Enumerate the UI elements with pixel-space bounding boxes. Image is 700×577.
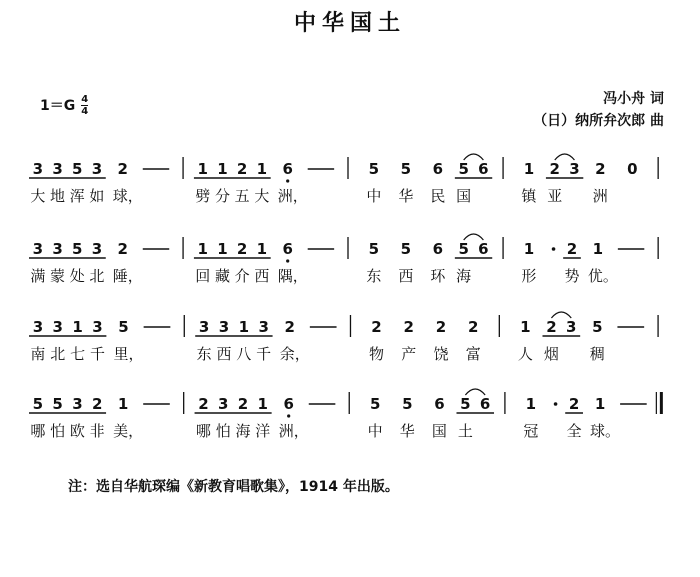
notation-line-1	[28, 155, 668, 185]
lyric-syllable: 海	[456, 267, 472, 285]
lyric-syllable: 球。	[590, 422, 621, 440]
note-2: 2	[549, 160, 560, 178]
score-system-1	[28, 155, 668, 217]
lyric-syllable: 饶	[433, 345, 449, 363]
note-5: 5	[400, 240, 412, 258]
note-3: 3	[52, 318, 63, 336]
lyric-syllable: 土	[457, 422, 473, 440]
note-2: 2	[236, 240, 248, 258]
note-3: 3	[32, 240, 44, 258]
note-6: 6	[283, 395, 294, 413]
lyric-syllable: 八	[236, 345, 252, 363]
note-3: 3	[218, 318, 230, 336]
lyric-syllable: 如	[89, 187, 105, 205]
lyric-syllable: 产	[401, 345, 417, 363]
lyric-syllable: 冠	[523, 422, 539, 440]
lyric-syllable: 南	[30, 345, 46, 363]
lyric-syllable: 环	[430, 267, 446, 285]
lyric-syllable: 洲	[592, 187, 608, 205]
note-3: 3	[217, 395, 229, 413]
lyric-syllable: 镇	[521, 187, 537, 205]
lyric-syllable: 洲，	[277, 187, 308, 205]
note-3: 3	[32, 160, 44, 178]
note-3: 3	[32, 318, 44, 336]
lyric-syllable: 国	[431, 422, 447, 440]
note-3: 3	[569, 160, 580, 178]
low-octave-dot	[286, 179, 289, 182]
note-1: 1	[197, 240, 208, 258]
note-5: 5	[368, 240, 380, 258]
lyric-syllable: 人	[517, 345, 533, 363]
time-signature	[81, 94, 88, 117]
credits	[533, 88, 664, 132]
note-2: 2	[91, 395, 103, 413]
lyric-syllable: 势	[564, 267, 580, 285]
lyric-syllable: 国	[456, 187, 472, 205]
note-3: 3	[92, 318, 103, 336]
note-5: 5	[460, 395, 471, 413]
lyric-syllable: 余，	[279, 345, 310, 363]
lyric-line-2	[28, 265, 668, 289]
note-5: 5	[52, 395, 63, 413]
lyric-syllable: 介	[234, 267, 250, 285]
lyric-syllable: 形	[521, 267, 537, 285]
lyric-syllable: 西	[398, 267, 414, 285]
lyric-syllable: 藏	[214, 267, 230, 285]
note-3: 3	[258, 318, 269, 336]
lyric-syllable: 非	[89, 422, 105, 440]
lyricist-credit: 冯小舟 词	[603, 91, 664, 107]
lyric-syllable: 五	[234, 187, 250, 205]
note-3: 3	[52, 160, 63, 178]
note-2: 2	[117, 240, 128, 258]
lyric-syllable: 物	[369, 345, 385, 363]
lyric-syllable: 烟	[543, 345, 559, 363]
note-6: 6	[479, 395, 491, 413]
note-3: 3	[72, 395, 83, 413]
lyric-line-1	[28, 185, 668, 209]
lyric-syllable: 蒙	[50, 267, 66, 285]
note-5: 5	[592, 318, 603, 336]
note-1: 1	[592, 240, 604, 258]
lyric-syllable: 民	[430, 187, 446, 205]
lyric-syllable: 欧	[69, 422, 85, 440]
lyric-syllable: 球，	[112, 187, 143, 205]
note-2: 2	[236, 160, 248, 178]
note-1: 1	[256, 160, 268, 178]
lyric-syllable: 哪	[30, 422, 46, 440]
low-octave-dot	[287, 414, 290, 417]
score-system-2	[28, 235, 668, 297]
augmentation-dot	[554, 402, 558, 406]
lyric-syllable: 陲，	[112, 267, 143, 285]
lyric-syllable: 华	[399, 422, 415, 440]
note-1: 1	[594, 395, 606, 413]
lyric-syllable: 洋	[255, 422, 271, 440]
lyric-syllable: 哪	[195, 422, 211, 440]
note-5: 5	[402, 395, 413, 413]
note-6: 6	[432, 160, 444, 178]
composer-credit: （日）纳所弁次郎 曲	[533, 113, 664, 129]
source-note: 注：选自华航琛编《新教育唱歌集》，1914 年出版。	[68, 479, 399, 495]
time-signature-top: 4	[81, 93, 89, 105]
note-2: 2	[595, 160, 606, 178]
note-6: 6	[282, 160, 293, 178]
lyric-line-4	[28, 420, 668, 444]
note-1: 1	[217, 240, 228, 258]
lyric-syllable: 美，	[113, 422, 144, 440]
lyric-syllable: 劈	[195, 187, 211, 205]
lyric-syllable: 西	[254, 267, 270, 285]
note-3: 3	[52, 240, 63, 258]
lyric-syllable: 满	[30, 267, 46, 285]
lyric-syllable: 东	[366, 267, 382, 285]
lyric-syllable: 大	[254, 187, 270, 205]
lyric-syllable: 千	[89, 345, 105, 363]
note-2: 2	[371, 318, 382, 336]
note-1: 1	[197, 160, 208, 178]
note-6: 6	[478, 240, 489, 258]
lyric-syllable: 北	[50, 345, 66, 363]
lyric-syllable: 大	[30, 187, 46, 205]
note-2: 2	[284, 318, 295, 336]
note-1: 1	[523, 240, 535, 258]
note-5: 5	[369, 395, 381, 413]
note-3: 3	[91, 240, 103, 258]
note-1: 1	[520, 318, 531, 336]
augmentation-dot	[552, 247, 556, 251]
score-system-3	[28, 313, 668, 375]
lyric-syllable: 中	[367, 422, 383, 440]
note-2: 2	[198, 395, 209, 413]
lyric-line-3	[28, 343, 668, 367]
lyric-syllable: 北	[89, 267, 105, 285]
note-1: 1	[217, 160, 228, 178]
note-1: 1	[256, 240, 268, 258]
lyric-syllable: 西	[216, 345, 232, 363]
note-5: 5	[368, 160, 380, 178]
song-title: 中华国土	[293, 11, 406, 36]
notation-line-3	[28, 313, 668, 343]
note-1: 1	[238, 318, 250, 336]
note-2: 2	[566, 240, 578, 258]
note-6: 6	[434, 395, 445, 413]
lyric-syllable: 隅，	[277, 267, 308, 285]
lyric-syllable: 浑	[69, 187, 85, 205]
lyric-syllable: 怕	[215, 422, 231, 440]
lyric-syllable: 亚	[547, 187, 563, 205]
lyric-syllable: 中	[366, 187, 382, 205]
score-system-4	[28, 390, 668, 452]
note-3: 3	[566, 318, 577, 336]
lyric-syllable: 怕	[50, 422, 66, 440]
lyric-syllable: 全	[566, 422, 582, 440]
notation-line-2	[28, 235, 668, 265]
note-2: 2	[117, 160, 128, 178]
lyric-syllable: 优。	[587, 267, 618, 285]
lyric-syllable: 华	[398, 187, 414, 205]
key-label: 1＝G	[40, 98, 76, 114]
note-6: 6	[478, 160, 489, 178]
lyric-syllable: 洲，	[278, 422, 309, 440]
notation-line-4	[28, 390, 668, 420]
key-signature	[40, 92, 88, 118]
note-5: 5	[400, 160, 412, 178]
note-1: 1	[117, 395, 129, 413]
lyric-syllable: 千	[256, 345, 272, 363]
lyric-syllable: 里，	[113, 345, 144, 363]
note-3: 3	[198, 318, 210, 336]
note-0: 0	[627, 160, 638, 178]
note-2: 2	[546, 318, 557, 336]
lyric-syllable: 分	[214, 187, 230, 205]
note-5: 5	[72, 160, 83, 178]
note-5: 5	[72, 240, 83, 258]
note-6: 6	[282, 240, 293, 258]
lyric-syllable: 处	[69, 267, 85, 285]
note-3: 3	[91, 160, 103, 178]
note-2: 2	[468, 318, 479, 336]
note-1: 1	[525, 395, 537, 413]
note-5: 5	[118, 318, 129, 336]
note-2: 2	[403, 318, 414, 336]
lyric-syllable: 海	[235, 422, 251, 440]
low-octave-dot	[286, 259, 289, 262]
note-1: 1	[523, 160, 535, 178]
note-2: 2	[435, 318, 447, 336]
lyric-syllable: 地	[50, 187, 66, 205]
lyric-syllable: 回	[195, 267, 211, 285]
lyric-syllable: 东	[196, 345, 212, 363]
time-signature-bottom: 4	[81, 105, 89, 117]
note-1: 1	[257, 395, 268, 413]
note-5: 5	[32, 395, 44, 413]
note-2: 2	[568, 395, 580, 413]
lyric-syllable: 七	[70, 345, 86, 363]
note-2: 2	[237, 395, 249, 413]
note-1: 1	[72, 318, 83, 336]
note-5: 5	[458, 240, 469, 258]
lyric-syllable: 稠	[589, 345, 605, 363]
note-6: 6	[432, 240, 444, 258]
note-5: 5	[458, 160, 469, 178]
lyric-syllable: 富	[465, 345, 481, 363]
